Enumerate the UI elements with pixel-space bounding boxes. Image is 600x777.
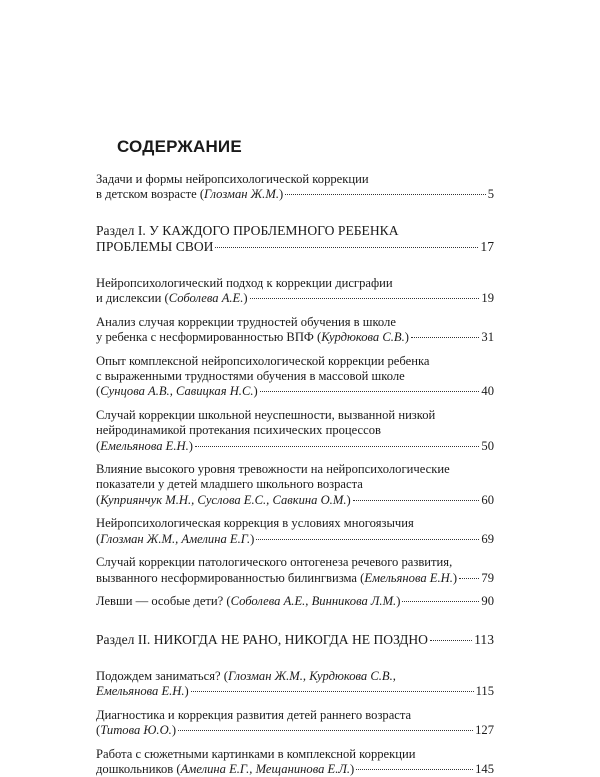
toc-entry-text: [96, 187, 283, 202]
toc-entry-text-part: ): [452, 570, 458, 585]
toc-entry-line: Случай коррекции школьной неуспешности, вызванной низкой: [96, 407, 436, 422]
toc-entry-text-part: ): [253, 384, 258, 399]
toc-entry-last-line: [96, 571, 494, 586]
toc-entry-line: Раздел I. У КАЖДОГО ПРОБЛЕМНОГО РЕБЕНКА: [96, 222, 399, 238]
toc-entry-text-part: ): [278, 187, 284, 202]
toc-page-number: 19: [481, 291, 494, 306]
toc-entry: [96, 708, 494, 739]
toc-entry-author: Глозман Ж.М., Курдюкова С.В.,: [228, 668, 396, 683]
toc-entry-line: с выраженными трудностями обучения в массовой школе: [96, 369, 405, 384]
toc-entry: [96, 747, 494, 777]
toc-entry-last-line: [96, 594, 494, 609]
toc-entry-text: [96, 532, 254, 547]
toc-entry-text: [96, 632, 428, 649]
toc-entry-text: [96, 594, 400, 609]
toc-page-number: 31: [481, 330, 494, 345]
toc-entry-text: [96, 291, 248, 306]
toc-dot-leader: [459, 577, 479, 579]
toc-entry: [96, 462, 494, 508]
toc-entry-text: [96, 493, 351, 508]
toc-entry-line: Диагностика и коррекция развития детей раннего возраста: [96, 707, 412, 722]
toc-entry-text: [96, 684, 189, 699]
toc-page-number: 115: [475, 684, 494, 699]
toc-page-number: 90: [481, 593, 494, 608]
toc-entry-text: [96, 762, 354, 777]
toc-entry-last-line: [96, 493, 494, 508]
toc-entry-text-part: ): [404, 330, 409, 345]
toc-entry-line: Анализ случая коррекции трудностей обучения в школе: [96, 314, 396, 329]
toc-entry-line: Работа с сюжетными картинками в комплексной коррекции: [96, 746, 416, 761]
toc-entry-text-part: ): [350, 761, 355, 776]
toc-entry-author: Амелина Е.Г., Мещанинова Е.Л.: [180, 761, 351, 776]
toc-entry: [96, 669, 494, 700]
toc-page-number: 60: [481, 492, 494, 507]
toc-dot-leader: [256, 538, 479, 540]
toc-page-number: 127: [475, 723, 494, 738]
toc-page-number: 40: [481, 384, 494, 399]
toc-entry-author: Соболева А.Е., Винникова Л.М.: [230, 593, 397, 608]
toc-entry-text-part: (: [96, 492, 101, 507]
toc-page-number: 145: [475, 761, 494, 776]
toc-entry-text: [96, 330, 409, 345]
toc-entry-text-part: вызванного несформированностью билингвизма (: [96, 570, 365, 585]
toc-dot-leader: [285, 193, 486, 195]
toc-entry-text: [96, 571, 457, 586]
table-of-contents: [96, 164, 494, 777]
toc-page-number: 17: [480, 239, 494, 255]
toc-entry: [96, 315, 494, 346]
page-title: СОДЕРЖАНИЕ: [117, 137, 242, 156]
toc-dot-leader: [178, 729, 473, 731]
toc-entry: [96, 354, 494, 400]
toc-entry-text-part: ): [243, 291, 248, 306]
toc-entry-last-line: [96, 532, 494, 547]
toc-entry-last-line: [96, 330, 494, 345]
toc-entry-last-line: [96, 187, 494, 202]
toc-entry-last-line: [96, 723, 494, 738]
toc-entry-text-part: ): [171, 723, 177, 738]
toc-entry-text-part: (: [96, 723, 101, 738]
toc-dot-leader: [353, 499, 480, 501]
toc-entry-text-part: в детском возрасте (: [96, 187, 205, 202]
toc-entry-text: Подождем заниматься? (: [96, 668, 228, 683]
toc-entry: [96, 594, 494, 609]
toc-entry-line: Случай коррекции патологического онтогенеза речевого развития,: [96, 555, 453, 570]
toc-entry-text-part: у ребенка с несформированностью ВПФ (: [96, 330, 322, 345]
toc-entry-author: Сунцова А.В., Савицкая Н.С.: [100, 384, 254, 399]
toc-dot-leader: [260, 390, 480, 392]
toc-entry-line: показатели у детей младшего школьного возраста: [96, 477, 363, 492]
toc-entry-last-line: [96, 239, 494, 256]
toc-entry-author: Емельянова Е.Н.: [364, 570, 453, 585]
toc-entry-text-part: ): [184, 684, 189, 699]
toc-section-heading: [96, 223, 494, 256]
toc-dot-leader: [411, 336, 479, 338]
toc-entry-text-part: Левши — особые дети? (: [96, 593, 231, 608]
toc-entry: [96, 276, 494, 307]
toc-entry-line: нейродинамикой протекания психических процессов: [96, 423, 381, 438]
toc-entry: [96, 408, 494, 454]
toc-dot-leader: [430, 639, 472, 641]
toc-dot-leader: [215, 246, 478, 248]
toc-entry-author: Глозман Ж.М.: [204, 187, 279, 202]
toc-entry-last-line: [96, 684, 494, 699]
toc-entry-text-part: дошкольников (: [96, 761, 181, 776]
toc-entry-text-part: Раздел II. НИКОГДА НЕ РАНО, НИКОГДА НЕ ПОЗДНО: [96, 632, 428, 648]
toc-dot-leader: [250, 297, 480, 299]
toc-entry-text-part: (: [96, 531, 101, 546]
toc-entry-text-part: (: [96, 384, 101, 399]
toc-entry-text: [96, 384, 258, 399]
toc-entry: [96, 172, 494, 203]
toc-entry-text-part: ): [346, 492, 351, 507]
toc-entry: [96, 555, 494, 586]
toc-entry-text-part: (: [96, 438, 101, 453]
toc-entry-author: Куприянчук М.Н., Суслова Е.С., Савкина О.М.: [100, 492, 347, 507]
toc-page-number: 5: [487, 187, 494, 202]
toc-page-number: 69: [481, 531, 494, 546]
toc-entry-author: Емельянова Е.Н.: [100, 438, 189, 453]
toc-entry-author: Глозман Ж.М., Амелина Е.Г.: [100, 531, 251, 546]
toc-entry-author: Курдюкова С.В.: [321, 330, 405, 345]
toc-entry-last-line: [96, 632, 494, 649]
toc-entry-text: [96, 239, 213, 256]
toc-page-number: 113: [474, 632, 494, 648]
toc-entry-line: Опыт комплексной нейропсихологической коррекции ребенка: [96, 353, 430, 368]
toc-entry-author: Соболева А.Е.: [168, 291, 244, 306]
toc-page-number: 50: [481, 438, 494, 453]
toc-entry-line: Нейропсихологический подход к коррекции дисграфии: [96, 276, 393, 290]
toc-entry-text-part: ): [188, 438, 193, 453]
toc-dot-leader: [191, 690, 474, 692]
toc-section-heading: [96, 632, 494, 649]
toc-entry-text: [96, 439, 193, 454]
toc-entry-line: Задачи и формы нейропсихологической коррекции: [96, 172, 369, 186]
toc-dot-leader: [195, 445, 479, 447]
toc-entry-last-line: [96, 762, 494, 777]
toc-entry-text-part: ): [396, 593, 401, 608]
toc-entry-line: [96, 669, 494, 684]
toc-entry-line: Влияние высокого уровня тревожности на нейропсихологические: [96, 462, 450, 477]
toc-entry-text: [96, 723, 176, 738]
toc-entry-last-line: [96, 291, 494, 306]
toc-entry-text-part: ПРОБЛЕМЫ СВОИ: [96, 239, 214, 255]
toc-entry: [96, 516, 494, 547]
toc-entry-last-line: [96, 384, 494, 399]
toc-entry-line: Нейропсихологическая коррекция в условиях многоязычия: [96, 516, 414, 531]
toc-dot-leader: [402, 600, 479, 602]
toc-entry-author: Емельянова Е.Н.: [96, 684, 185, 699]
toc-dot-leader: [356, 768, 473, 770]
toc-entry-last-line: [96, 439, 494, 454]
toc-entry-text-part: ): [250, 531, 255, 546]
toc-page-number: 79: [481, 570, 494, 585]
toc-entry-text-part: и дислексии (: [96, 291, 169, 306]
toc-entry-author: Титова Ю.О.: [100, 723, 172, 738]
